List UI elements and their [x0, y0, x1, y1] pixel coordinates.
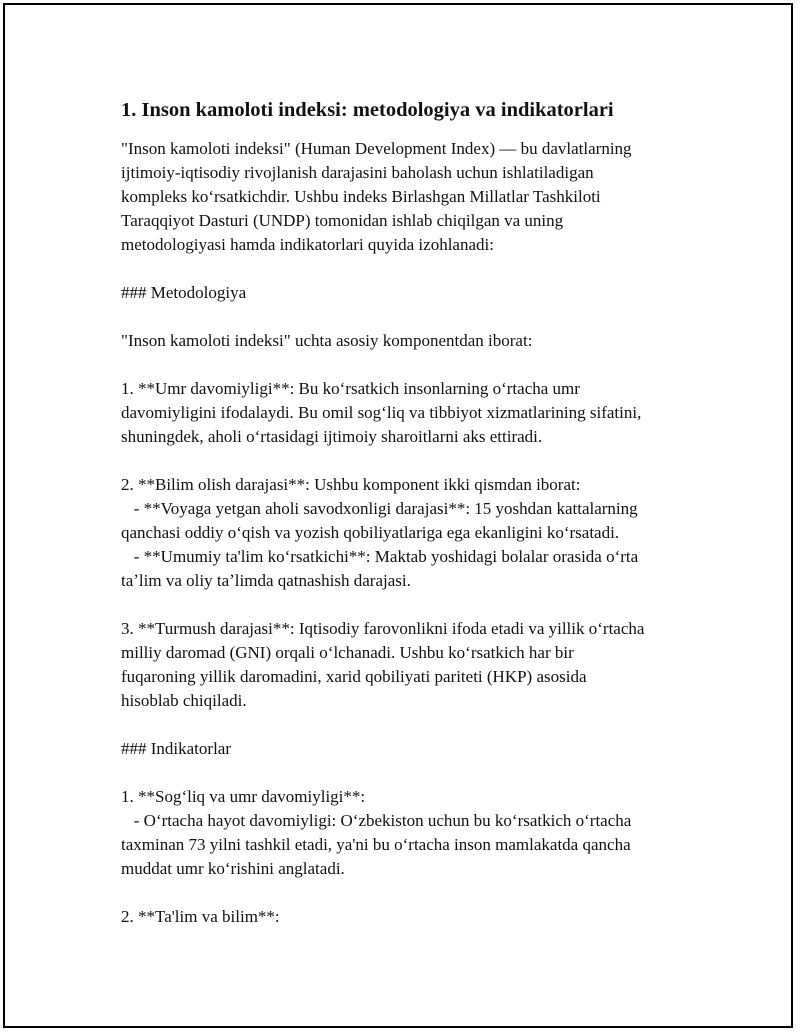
- text-line: muddat umr koʻrishini anglatadi.: [121, 859, 345, 878]
- component-1: [121, 377, 701, 449]
- text-line: ijtimoiy-iqtisodiy rivojlanish darajasini baholash uchun ishlatiladigan: [121, 163, 594, 182]
- component-3: [121, 617, 701, 713]
- text-line: kompleks koʻrsatkichdir. Ushbu indeks Birlashgan Millatlar Tashkiloti: [121, 187, 601, 206]
- text-line: ### Metodologiya: [121, 283, 247, 302]
- paragraph-gap: [121, 257, 701, 281]
- indicator-2: [121, 905, 701, 929]
- text-line: 3. **Turmush darajasi**: Iqtisodiy farovonlikni ifoda etadi va yillik oʻrtacha: [121, 619, 645, 638]
- text-line: qanchasi oddiy oʻqish va yozish qobiliyatlariga ega ekanligini koʻrsatadi.: [121, 523, 620, 542]
- text-line: "Inson kamoloti indeksi" (Human Development Index) — bu davlatlarning: [121, 139, 632, 158]
- text-line: 1. **Sogʻliq va umr davomiyligi**:: [121, 787, 366, 806]
- text-line: Taraqqiyot Dasturi (UNDP) tomonidan ishlab chiqilgan va uning: [121, 211, 564, 230]
- document-page: [3, 3, 793, 1028]
- paragraph-gap: [121, 305, 701, 329]
- indicators-heading: [121, 737, 701, 761]
- paragraph-gap: [121, 761, 701, 785]
- text-line: metodologiyasi hamda indikatorlari quyida izohlanadi:: [121, 235, 494, 254]
- text-line: fuqaroning yillik daromadini, xarid qobiliyati pariteti (HKP) asosida: [121, 667, 587, 686]
- methodology-heading: [121, 281, 701, 305]
- document-content: [121, 97, 701, 929]
- text-line: ### Indikatorlar: [121, 739, 231, 758]
- intro-paragraph: [121, 137, 701, 257]
- text-line: - Oʻrtacha hayot davomiyligi: Oʻzbekiston uchun bu koʻrsatkich oʻrtacha: [121, 811, 632, 830]
- paragraph-gap: [121, 593, 701, 617]
- text-line: milliy daromad (GNI) orqali oʻlchanadi. Ushbu koʻrsatkich har bir: [121, 643, 574, 662]
- document-title: 1. Inson kamoloti indeksi: metodologiya va indikatorlari: [121, 99, 614, 121]
- text-line: shuningdek, aholi oʻrtasidagi ijtimoiy sharoitlarni aks ettiradi.: [121, 427, 543, 446]
- document-body: [121, 137, 701, 929]
- text-line: "Inson kamoloti indeksi" uchta asosiy komponentdan iborat:: [121, 331, 533, 350]
- text-line: - **Voyaga yetgan aholi savodxonligi darajasi**: 15 yoshdan kattalarning: [121, 499, 638, 518]
- text-line: davomiyligini ifodalaydi. Bu omil sogʻliq va tibbiyot xizmatlarining sifatini,: [121, 403, 642, 422]
- text-line: taʼlim va oliy taʼlimda qatnashish darajasi.: [121, 571, 411, 590]
- text-line: 2. **Bilim olish darajasi**: Ushbu komponent ikki qismdan iborat:: [121, 475, 581, 494]
- text-line: hisoblab chiqiladi.: [121, 691, 247, 710]
- text-line: 1. **Umr davomiyligi**: Bu koʻrsatkich insonlarning oʻrtacha umr: [121, 379, 580, 398]
- component-2: [121, 473, 701, 593]
- text-line: - **Umumiy ta'lim koʻrsatkichi**: Maktab yoshidagi bolalar orasida oʻrta: [121, 547, 639, 566]
- components-intro: [121, 329, 701, 353]
- paragraph-gap: [121, 353, 701, 377]
- indicator-1: [121, 785, 701, 881]
- paragraph-gap: [121, 881, 701, 905]
- text-line: 2. **Ta'lim va bilim**:: [121, 907, 280, 926]
- paragraph-gap: [121, 713, 701, 737]
- text-line: taxminan 73 yilni tashkil etadi, ya'ni bu oʻrtacha inson mamlakatda qancha: [121, 835, 631, 854]
- paragraph-gap: [121, 449, 701, 473]
